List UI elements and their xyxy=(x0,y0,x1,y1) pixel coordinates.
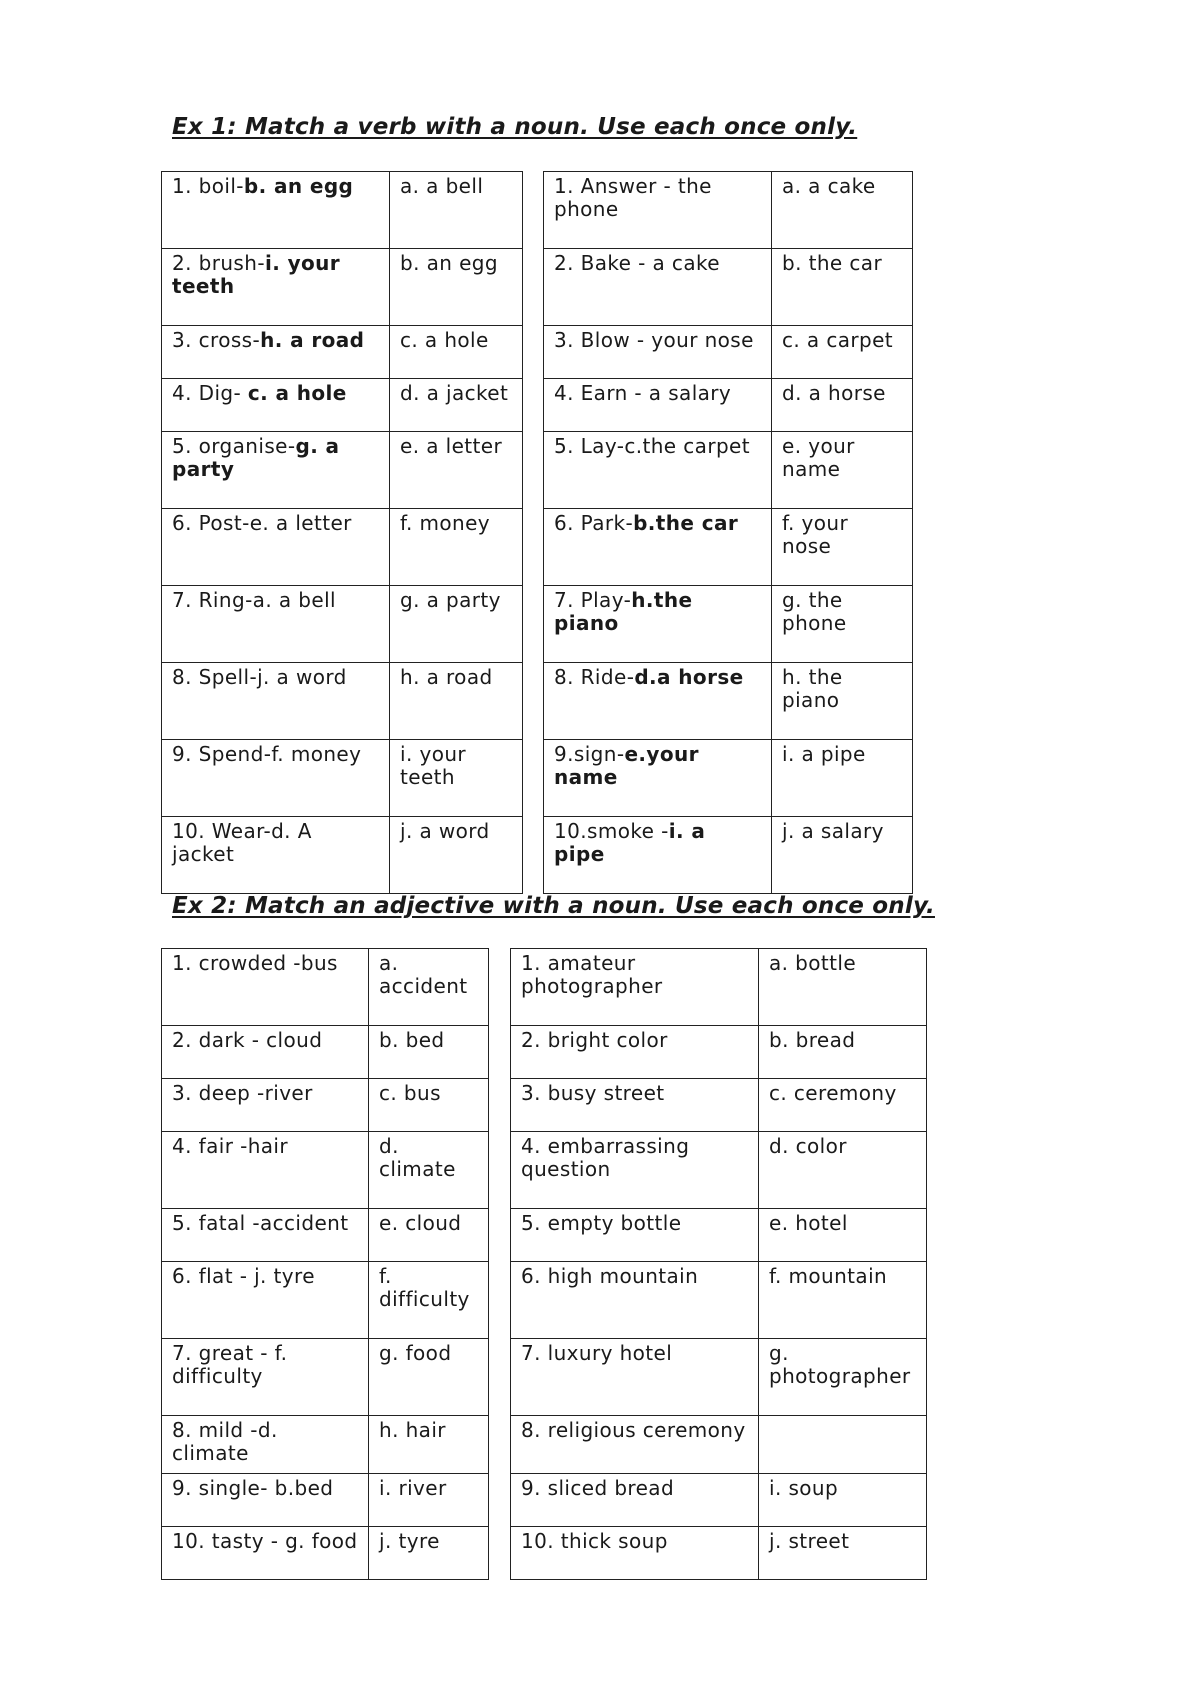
question-cell: 1. crowded -bus xyxy=(162,949,369,1026)
table-row xyxy=(162,1262,489,1339)
table-row xyxy=(511,1527,927,1580)
question-cell: 2. brush-i. your teeth xyxy=(162,249,390,326)
exercise-2-left-table xyxy=(161,948,489,1580)
question-cell: 9. single- b.bed xyxy=(162,1474,369,1527)
answer-cell: a. accident xyxy=(369,949,489,1026)
table-row xyxy=(162,663,523,740)
answer-cell: i. river xyxy=(369,1474,489,1527)
table-row xyxy=(511,1132,927,1209)
question-cell: 1. boil-b. an egg xyxy=(162,172,390,249)
answer-cell xyxy=(759,1416,927,1474)
table-row xyxy=(162,509,523,586)
table-row xyxy=(162,172,523,249)
answer-cell: g. food xyxy=(369,1339,489,1416)
answer-cell: e. a letter xyxy=(390,432,523,509)
question-cell: 8. religious ceremony xyxy=(511,1416,759,1474)
question-cell: 6. Park-b.the car xyxy=(544,509,772,586)
table-row xyxy=(544,509,913,586)
question-cell: 2. Bake - a cake xyxy=(544,249,772,326)
answer-cell: f. mountain xyxy=(759,1262,927,1339)
question-cell: 3. busy street xyxy=(511,1079,759,1132)
question-cell: 6. Post-e. a letter xyxy=(162,509,390,586)
answer-cell: e. your name xyxy=(772,432,913,509)
answer-cell: j. a word xyxy=(390,817,523,894)
answer-cell: a. bottle xyxy=(759,949,927,1026)
answer-cell: i. your teeth xyxy=(390,740,523,817)
answer-cell: f. your nose xyxy=(772,509,913,586)
table-row xyxy=(544,326,913,379)
question-cell: 7. Play-h.the piano xyxy=(544,586,772,663)
table-row xyxy=(511,949,927,1026)
answer-cell: d. a jacket xyxy=(390,379,523,432)
answer-cell: c. a carpet xyxy=(772,326,913,379)
answer-cell: c. a hole xyxy=(390,326,523,379)
question-cell: 9. sliced bread xyxy=(511,1474,759,1527)
table-row xyxy=(162,1527,489,1580)
answer-cell: c. bus xyxy=(369,1079,489,1132)
table-row xyxy=(162,1416,489,1474)
table-row xyxy=(544,663,913,740)
question-cell: 4. embarrassing question xyxy=(511,1132,759,1209)
table-row xyxy=(511,1209,927,1262)
answer-cell: b. the car xyxy=(772,249,913,326)
answer-cell: h. hair xyxy=(369,1416,489,1474)
table-row xyxy=(162,326,523,379)
table-row xyxy=(162,1079,489,1132)
table-row xyxy=(162,740,523,817)
answer-cell: g. the phone xyxy=(772,586,913,663)
answer-cell: j. street xyxy=(759,1527,927,1580)
question-cell: 7. great - f. difficulty xyxy=(162,1339,369,1416)
table-row xyxy=(544,379,913,432)
table-row xyxy=(162,1474,489,1527)
question-cell: 6. high mountain xyxy=(511,1262,759,1339)
question-cell: 1. amateur photographer xyxy=(511,949,759,1026)
table-row xyxy=(544,740,913,817)
exercise-1-right-table xyxy=(543,171,913,894)
answer-cell: d. a horse xyxy=(772,379,913,432)
table-row xyxy=(162,379,523,432)
table-row xyxy=(162,586,523,663)
question-cell: 8. mild -d. climate xyxy=(162,1416,369,1474)
table-row xyxy=(544,249,913,326)
question-cell: 10. tasty - g. food xyxy=(162,1527,369,1580)
table-row xyxy=(544,817,913,894)
question-cell: 4. fair -hair xyxy=(162,1132,369,1209)
answer-cell: b. an egg xyxy=(390,249,523,326)
answer-cell: d. color xyxy=(759,1132,927,1209)
answer-cell: e. hotel xyxy=(759,1209,927,1262)
question-cell: 2. bright color xyxy=(511,1026,759,1079)
table-row xyxy=(162,1132,489,1209)
table-row xyxy=(162,1209,489,1262)
answer-cell: a. a cake xyxy=(772,172,913,249)
table-row xyxy=(511,1262,927,1339)
question-cell: 10. thick soup xyxy=(511,1527,759,1580)
table-row xyxy=(162,949,489,1026)
exercise-1-left-table xyxy=(161,171,523,894)
question-cell: 3. cross-h. a road xyxy=(162,326,390,379)
answer-cell: h. a road xyxy=(390,663,523,740)
answer-cell: j. a salary xyxy=(772,817,913,894)
question-cell: 5. empty bottle xyxy=(511,1209,759,1262)
table-row xyxy=(162,1026,489,1079)
answer-cell: b. bread xyxy=(759,1026,927,1079)
table-row xyxy=(511,1339,927,1416)
answer-cell: j. tyre xyxy=(369,1527,489,1580)
table-row xyxy=(162,249,523,326)
question-cell: 10. Wear-d. A jacket xyxy=(162,817,390,894)
question-cell: 4. Earn - a salary xyxy=(544,379,772,432)
question-cell: 2. dark - cloud xyxy=(162,1026,369,1079)
question-cell: 5. fatal -accident xyxy=(162,1209,369,1262)
answer-cell: i. a pipe xyxy=(772,740,913,817)
table-row xyxy=(162,817,523,894)
table-row xyxy=(544,172,913,249)
question-cell: 9. Spend-f. money xyxy=(162,740,390,817)
question-cell: 3. deep -river xyxy=(162,1079,369,1132)
question-cell: 10.smoke -i. a pipe xyxy=(544,817,772,894)
answer-cell: d. climate xyxy=(369,1132,489,1209)
answer-cell: f. money xyxy=(390,509,523,586)
exercise-2-title: Ex 2: Match an adjective with a noun. Use each once only. xyxy=(172,893,935,919)
exercise-1-title: Ex 1: Match a verb with a noun. Use each once only. xyxy=(172,114,858,140)
table-row xyxy=(511,1026,927,1079)
table-row xyxy=(162,1339,489,1416)
exercise-2-right-table xyxy=(510,948,927,1580)
question-cell: 1. Answer - the phone xyxy=(544,172,772,249)
table-row xyxy=(511,1416,927,1474)
question-cell: 7. Ring-a. a bell xyxy=(162,586,390,663)
question-cell: 8. Spell-j. a word xyxy=(162,663,390,740)
question-cell: 7. luxury hotel xyxy=(511,1339,759,1416)
question-cell: 8. Ride-d.a horse xyxy=(544,663,772,740)
table-row xyxy=(162,432,523,509)
answer-cell: h. the piano xyxy=(772,663,913,740)
answer-cell: g. a party xyxy=(390,586,523,663)
question-cell: 3. Blow - your nose xyxy=(544,326,772,379)
answer-cell: e. cloud xyxy=(369,1209,489,1262)
answer-cell: i. soup xyxy=(759,1474,927,1527)
answer-cell: c. ceremony xyxy=(759,1079,927,1132)
question-cell: 9.sign-e.your name xyxy=(544,740,772,817)
question-cell: 6. flat - j. tyre xyxy=(162,1262,369,1339)
answer-cell: f. difficulty xyxy=(369,1262,489,1339)
question-cell: 5. Lay-c.the carpet xyxy=(544,432,772,509)
question-cell: 5. organise-g. a party xyxy=(162,432,390,509)
answer-cell: a. a bell xyxy=(390,172,523,249)
answer-cell: b. bed xyxy=(369,1026,489,1079)
table-row xyxy=(511,1474,927,1527)
question-cell: 4. Dig- c. a hole xyxy=(162,379,390,432)
table-row xyxy=(544,432,913,509)
table-row xyxy=(511,1079,927,1132)
answer-cell: g. photographer xyxy=(759,1339,927,1416)
table-row xyxy=(544,586,913,663)
